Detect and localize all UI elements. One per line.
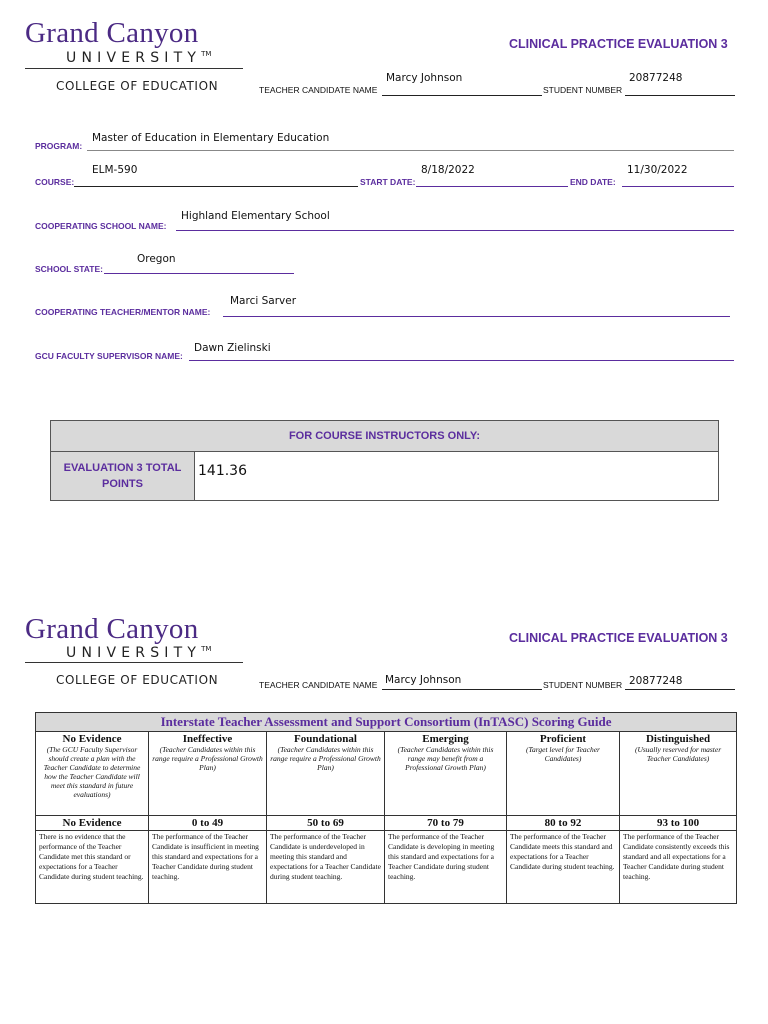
teacher-candidate-label-2: TEACHER CANDIDATE NAME (259, 680, 378, 690)
course-underline (74, 186, 358, 187)
level-header-distinguished: Distinguished (Usually reserved for master Teacher Candidates) (620, 732, 737, 816)
supervisor-underline (189, 360, 734, 361)
supervisor-label: GCU FACULTY SUPERVISOR NAME: (35, 351, 183, 361)
range-emerging: 70 to 79 (385, 816, 507, 831)
logo-divider-2 (25, 662, 243, 663)
program-label: PROGRAM: (35, 141, 83, 151)
teacher-candidate-label: TEACHER CANDIDATE NAME (259, 85, 378, 95)
student-number-label: STUDENT NUMBER (543, 85, 623, 95)
levels-description-row (36, 831, 737, 904)
mentor-label: COOPERATING TEACHER/MENTOR NAME: (35, 307, 211, 317)
end-date-label: END DATE: (570, 177, 616, 187)
school-underline (176, 230, 734, 231)
description-foundational: The performance of the Teacher Candidate is underdeveloped in meeting this standard and expectations for a Teacher Candidate during student teaching. (267, 831, 385, 904)
school-label: COOPERATING SCHOOL NAME: (35, 221, 167, 231)
level-header-emerging: Emerging (Teacher Candidates within this range may benefit from a Professional Growth Plan) (385, 732, 507, 816)
college-label-2: COLLEGE OF EDUCATION (56, 673, 219, 687)
level-header-no-evidence: No Evidence (The GCU Faculty Supervisor should create a plan with the Teacher Candidate to determine how the Teacher Candidate will meet this standard in future evaluations) (36, 732, 149, 816)
end-date-underline (622, 186, 734, 187)
teacher-candidate-underline (382, 95, 542, 96)
total-points-label: EVALUATION 3 TOTAL POINTS (51, 452, 195, 500)
range-no-evidence: No Evidence (36, 816, 149, 831)
start-date-value[interactable]: 8/18/2022 (421, 164, 475, 176)
gcu-logo-name-2: Grand Canyon (25, 613, 199, 645)
course-value[interactable]: ELM-590 (92, 164, 138, 176)
levels-range-row (36, 816, 737, 831)
mentor-underline (223, 316, 730, 317)
start-date-label: START DATE: (360, 177, 416, 187)
level-header-foundational: Foundational (Teacher Candidates within this range require a Professional Growth Plan) (267, 732, 385, 816)
scoring-guide-title: Interstate Teacher Assessment and Support Consortium (InTASC) Scoring Guide (36, 713, 737, 732)
range-distinguished: 93 to 100 (620, 816, 737, 831)
supervisor-value[interactable]: Dawn Zielinski (194, 342, 271, 354)
scoring-guide-table (35, 712, 737, 904)
college-label: COLLEGE OF EDUCATION (56, 79, 219, 93)
student-number-value-2[interactable]: 20877248 (629, 675, 683, 687)
level-header-ineffective: Ineffective (Teacher Candidates within this range require a Professional Growth Plan) (149, 732, 267, 816)
level-header-proficient: Proficient (Target level for Teacher Candidates) (507, 732, 620, 816)
description-distinguished: The performance of the Teacher Candidate consistently exceeds this standard and all expectations for a Teacher Candidate during student teaching. (620, 831, 737, 904)
gcu-logo-name: Grand Canyon (25, 17, 199, 49)
student-number-label-2: STUDENT NUMBER (543, 680, 623, 690)
description-proficient: The performance of the Teacher Candidate meets this standard and expectations for a Teacher Candidate during student teaching. (507, 831, 620, 904)
teacher-candidate-value[interactable]: Marcy Johnson (386, 72, 463, 84)
teacher-candidate-value-2[interactable]: Marcy Johnson (385, 674, 462, 686)
total-points-value[interactable]: 141.36 (198, 463, 247, 479)
logo-divider (25, 68, 243, 69)
state-value[interactable]: Oregon (137, 253, 176, 265)
description-emerging: The performance of the Teacher Candidate is developing in meeting this standard and expectations for a Teacher Candidate during student teaching. (385, 831, 507, 904)
start-date-underline (416, 186, 568, 187)
student-number-value[interactable]: 20877248 (629, 72, 683, 84)
school-value[interactable]: Highland Elementary School (181, 210, 330, 222)
state-underline (104, 273, 294, 274)
range-ineffective: 0 to 49 (149, 816, 267, 831)
student-number-underline-2 (625, 689, 735, 690)
gcu-logo-university: UNIVERSITY™ (66, 50, 212, 66)
gcu-logo-university-2: UNIVERSITY™ (66, 645, 212, 661)
course-label: COURSE: (35, 177, 75, 187)
description-no-evidence: There is no evidence that the performance of the Teacher Candidate met this standard or expectations for a Teacher Candidate during student teaching. (36, 831, 149, 904)
document-title-2: CLINICAL PRACTICE EVALUATION 3 (509, 631, 728, 645)
description-ineffective: The performance of the Teacher Candidate is insufficient in meeting this standard and expectations for a Teacher Candidate during student teaching. (149, 831, 267, 904)
range-foundational: 50 to 69 (267, 816, 385, 831)
document-title: CLINICAL PRACTICE EVALUATION 3 (509, 37, 728, 51)
state-label: SCHOOL STATE: (35, 264, 103, 274)
student-number-underline (625, 95, 735, 96)
range-proficient: 80 to 92 (507, 816, 620, 831)
program-underline (87, 150, 734, 151)
instructors-box (50, 420, 719, 501)
teacher-candidate-underline-2 (382, 689, 542, 690)
end-date-value[interactable]: 11/30/2022 (627, 164, 688, 176)
instructors-heading: FOR COURSE INSTRUCTORS ONLY: (51, 421, 718, 452)
levels-header-row (36, 732, 737, 816)
program-value[interactable]: Master of Education in Elementary Education (92, 132, 330, 144)
mentor-value[interactable]: Marci Sarver (230, 295, 297, 307)
